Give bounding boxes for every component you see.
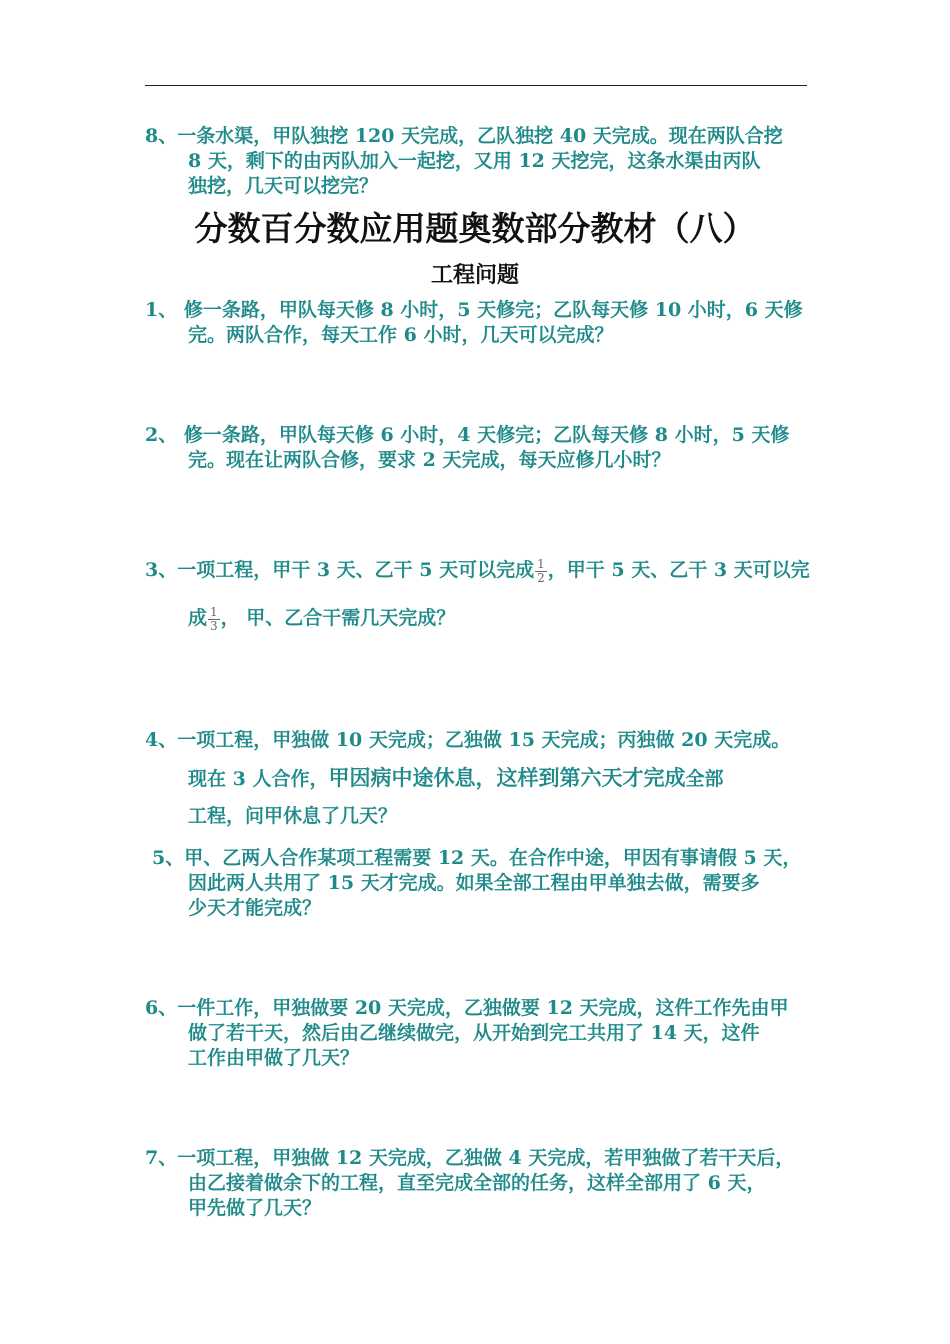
question-4-text: 全部 <box>685 768 724 790</box>
question-4 <box>145 722 810 835</box>
question-6-line: 做了若干天，然后由乙继续做完，从开始到完工共用了 14 天，这件 <box>188 1022 760 1044</box>
question-8-line: 独挖，几天可以挖完？ <box>188 175 379 197</box>
question-3-line <box>145 603 810 633</box>
question-4-line <box>145 759 810 798</box>
page-title: 分数百分数应用题奥数部分教材（八） <box>194 209 756 248</box>
question-8-line: 8、一条水渠，甲队独挖 120 天完成，乙队独挖 40 天完成。现在两队合挖 <box>145 125 783 147</box>
question-2-line: 完。现在让两队合修，要求 2 天完成，每天应修几小时？ <box>188 449 671 471</box>
fraction-numerator: 1 <box>210 604 218 619</box>
question-3-text: ， 甲、乙合干需几天完成？ <box>220 607 456 629</box>
question-4-line: 4、一项工程，甲独做 10 天完成；乙独做 15 天完成；丙独做 20 天完成。 <box>145 729 791 751</box>
question-4-line: 工程，问甲休息了几天？ <box>188 805 398 827</box>
question-5 <box>152 846 817 921</box>
fraction-denominator: 2 <box>537 570 545 585</box>
question-7-line: 甲先做了几天？ <box>188 1197 322 1219</box>
question-1-line: 完。两队合作，每天工作 6 小时，几天可以完成？ <box>188 324 614 346</box>
question-4-text: 甲因病中途休息，这样到第六天才完成 <box>328 765 686 790</box>
question-3-line <box>145 555 810 585</box>
question-5-line: 5、甲、乙两人合作某项工程需要 12 天。在合作中途，甲因有事请假 5 天， <box>152 847 802 869</box>
question-1-line: 1、 修一条路，甲队每天修 8 小时，5 天修完；乙队每天修 10 小时，6 天修 <box>145 299 803 321</box>
fraction-numerator: 1 <box>537 556 545 571</box>
question-6-line: 工作由甲做了几天？ <box>188 1047 360 1069</box>
question-7 <box>145 1146 810 1221</box>
question-5-line: 少天才能完成？ <box>188 897 322 919</box>
question-8 <box>145 124 810 199</box>
question-2-line: 2、 修一条路，甲队每天修 6 小时，4 天修完；乙队每天修 8 小时，5 天修 <box>145 424 790 446</box>
question-8-line: 8 天，剩下的由丙队加入一起挖，又用 12 天挖完，这条水渠由丙队 <box>188 150 761 172</box>
header-rule <box>145 85 807 86</box>
question-6 <box>145 996 810 1071</box>
fraction-one-half <box>535 558 547 585</box>
question-3-text: 成 <box>188 607 208 629</box>
question-1 <box>145 298 810 348</box>
question-7-line: 由乙接着做余下的工程，直至完成全部的任务，这样全部用了 6 天， <box>188 1172 766 1194</box>
question-2 <box>145 423 810 473</box>
section-subtitle: 工程问题 <box>430 262 519 288</box>
question-3 <box>145 555 810 633</box>
fraction-one-third <box>208 606 220 633</box>
fraction-denominator: 3 <box>210 618 218 633</box>
question-3-text: 3、一项工程，甲干 3 天、乙干 5 天可以完成 <box>145 559 535 581</box>
question-4-text: 现在 3 人合作， <box>188 768 329 790</box>
question-6-line: 6、一件工作，甲独做要 20 天完成，乙独做要 12 天完成，这件工作先由甲 <box>145 997 789 1019</box>
question-3-text: ，甲干 5 天、乙干 3 天可以完 <box>547 559 810 581</box>
question-5-line: 因此两人共用了 15 天才完成。如果全部工程由甲单独去做，需要多 <box>188 872 760 894</box>
question-7-line: 7、一项工程，甲独做 12 天完成，乙独做 4 天完成，若甲独做了若干天后， <box>145 1147 795 1169</box>
